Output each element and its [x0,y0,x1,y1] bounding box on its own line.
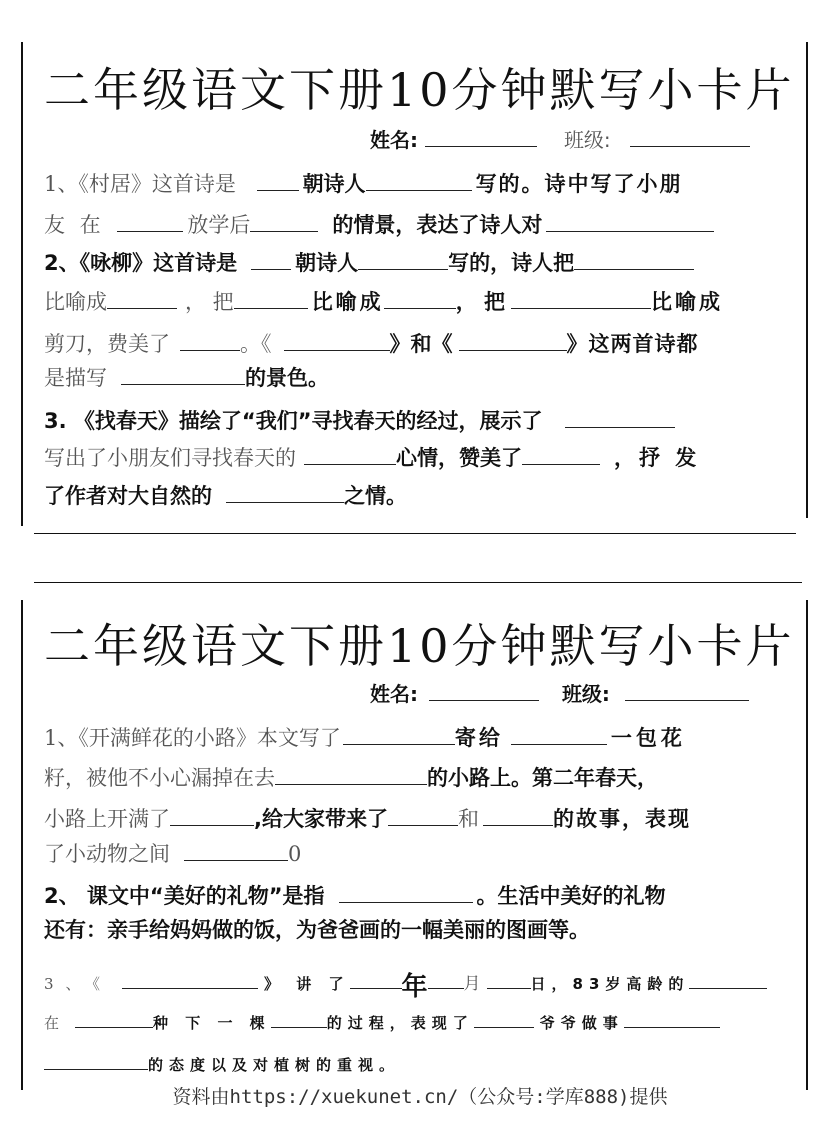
card1-q3-line1: 3. 《找春天》描绘了“我们”寻找春天的经过，展示了 [44,405,675,435]
card1-q1-line1: 1、《村居》这首诗是 朝诗人 写的。诗中写了小朋 [44,172,683,196]
card1-q2-line4: 是描写 的景色。 [44,366,329,390]
blank[interactable] [107,290,177,309]
blank[interactable] [459,332,567,351]
blank[interactable] [522,446,600,465]
card1-q1-line2: 友 在 放学后 的情景，表达了诗人对 [44,209,714,239]
blank[interactable] [184,842,288,861]
blank[interactable] [257,172,299,191]
blank[interactable] [366,172,472,191]
blank[interactable] [624,1013,720,1028]
card1-q3-line2: 写出了小朋友们寻找春天的 心情，赞美了 ，抒 发 [44,446,701,470]
blank[interactable] [483,807,553,826]
card2-left-border [21,600,23,1090]
smudged-year-glyph: 年 [401,972,428,1002]
card1-right-border [806,42,808,518]
blank[interactable] [574,251,694,270]
card2-class-label: 班级: [561,682,610,706]
card2-q1-line4: 了小动物之间 0 [44,842,302,866]
blank[interactable] [251,251,291,270]
blank[interactable] [234,290,308,309]
blank[interactable] [250,213,318,232]
blank[interactable] [358,251,448,270]
card1-name-label: 姓名: [370,128,418,152]
blank[interactable] [44,1055,148,1070]
card2-title: 二年级语文下册10分钟默写小卡片 [44,619,795,673]
card2-q3-line2: 在 种 下 一 棵 的过程，表现了 爷爷做事 [44,1012,720,1033]
blank[interactable] [388,807,458,826]
blank[interactable] [689,974,767,989]
blank[interactable] [122,974,258,989]
blank[interactable] [511,726,607,745]
card2-name-row [370,678,749,707]
card1-left-border [21,42,23,526]
card1-title: 二年级语文下册10分钟默写小卡片 [44,63,795,117]
blank[interactable] [487,974,531,989]
card1-bottom-divider [34,533,796,534]
card1-name-field[interactable] [425,128,537,147]
blank[interactable] [546,213,714,232]
blank[interactable] [117,213,183,232]
blank[interactable] [511,290,651,309]
card2-top-divider [34,582,802,583]
card1-name-row [370,124,750,153]
blank[interactable] [304,446,396,465]
blank[interactable] [384,290,456,309]
card2-right-border [806,600,808,1090]
blank[interactable] [343,726,455,745]
card1-q3-line3: 了作者对大自然的 之情。 [44,484,407,508]
card1-q2-line3: 剪刀，费美了 。《 》和《 》这两首诗都 [44,332,699,356]
card2-q3-line3: 的态度以及对植树的重视。 [44,1054,400,1075]
blank[interactable] [170,807,254,826]
card2-class-field[interactable] [625,682,749,701]
blank[interactable] [350,974,402,989]
card2-q2-line1: 2、 课文中“美好的礼物”是指 。生活中美好的礼物 [44,884,666,908]
card1-class-field[interactable] [630,128,750,147]
blank[interactable] [428,974,464,989]
card1-q2-line1: 2、《咏柳》这首诗是 朝诗人 写的，诗人把 [44,247,694,277]
blank[interactable] [275,766,427,785]
card1-q2-line2: 比喻成 ， 把 比喻成 ， 把 比喻成 [44,290,723,314]
card2-q3-line1: 3、《 》 讲 了 年 月 日，83岁高龄的 [44,966,767,1003]
card2-q2-line2: 还有：亲手给妈妈做的饭，为爸爸画的一幅美丽的图画等。 [44,918,590,942]
blank[interactable] [75,1013,153,1028]
blank[interactable] [284,332,390,351]
blank[interactable] [121,366,245,385]
blank[interactable] [226,484,344,503]
blank[interactable] [271,1013,327,1028]
blank[interactable] [474,1013,534,1028]
card2-q1-line2: 籽，被他不小心漏掉在去 的小路上。第二年春天， [44,766,658,790]
blank[interactable] [565,409,675,428]
card1-class-label: 班级: [563,128,611,152]
card2-name-label: 姓名: [370,682,418,706]
blank[interactable] [180,332,240,351]
blank[interactable] [339,884,473,903]
card2-q1-line3: 小路上开满了 ,给大家带来了 和 的故事，表现 [44,807,691,831]
footer-source: 资料由https://xuekunet.cn/（公众号:学库888)提供 [172,1086,668,1108]
card2-name-field[interactable] [429,682,539,701]
card2-q1-line1: 1、《开满鲜花的小路》本文写了 寄给 一包花 [44,726,686,750]
